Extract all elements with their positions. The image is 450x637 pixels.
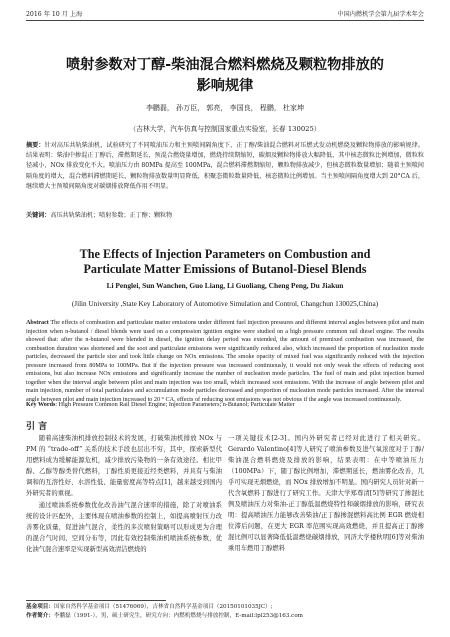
- chinese-keywords-label: 关键词：: [26, 212, 51, 219]
- english-affiliation: (Jilin University ,State Key Laboratory of Automotive Simulation and Control, Changchun 130025,China): [71, 300, 379, 308]
- footnote-author: [26, 612, 424, 621]
- body-paragraph: 一项关键技术[2-3]。国内外研究者已经对此进行了相关研究。Gerardo Valentino[4]等人研究了喷油参数及进气氧浓度对于丁醇/柴油混合燃料燃烧及排放的影响，结果表明：在中等喷油压力（100MPa）下，随丁醇比例增加，滞燃期延长，燃油雾化改善，几乎可实现无烟燃烧，而 NOx 排放增加不明显。国内研究人员针对新一代含氧燃料丁醇进行了研究工作。天津大学郑尊清[5]等研究了掺混比例及喷油压力对柴油-正丁醇低温燃烧特性和碳烟排放的影响，研究表明：提高喷油压力能够改善柴油/正丁醇掺混燃料高比例 EGR 燃烧相位滞后问题，在更大 EGR 率范围实现高效燃烧，并且提高正丁醇掺混比例可以显著降低低温燃烧碳烟排放，同济大学楼秋明[6]等对柴油乘用车燃用丁醇燃料: [228, 435, 424, 552]
- chinese-keywords-text: 高压共轨柴油机；喷射参数；正丁醇；颗粒物: [50, 212, 173, 219]
- running-header: [26, 6, 424, 21]
- body-column-right: [228, 434, 424, 554]
- chinese-title-line1: 喷射参数对丁醇-柴油混合燃料燃烧及颗粒物排放的: [65, 57, 384, 73]
- english-abstract-text: The effects of combustion and particulate matter emissions under different fuel injection pressures and different interval angles between pilot and main injection when n-butanol / diesel blends were used on a compression ignition engine were studied on a high pressure common rail diesel engine. The results showed that: after the n-butanol were blended in diesel, the ignition delay period was extended, the amount of premixed combustion was increased, the combustion duration was shortened and the soot and particulate emissions were significantly reduced also, which increased the proportion of nucleation mode particles, decreased the particle size and took little change on NOx emissions. The smoke opacity of mixed fuel was significantly reduced with the injection pressure increased from 80MPa to 100MPa. But if the injection pressure was increased continuously, it would not only weak the effects of reducing soot emissions, but also increase NOx emissions and significantly increase the number of nucleation mode particles. The fuel of main and pilot injection burned together when the interval angle between pilot and main injection was too small, which increased soot emissions. With the increase of angle between pilot and main injection, number of total particulates and accumulation mode particles decreased and proportion of nucleation mode particles increased. After the interval angle between pilot and main injection increased to 20 ° CA, effects of reducing soot emissions was not obvious if the angle was increased continuously.: [26, 320, 424, 403]
- footnote-fund-text: 国家自然科学基金项目（51476069），吉林省自然科学基金项目（20150101035JC）;: [53, 604, 273, 610]
- body-column-left: [26, 434, 222, 555]
- english-authors: Li Penglei, Sun Wanchen, Guo Liang, Li Guoliang, Cheng Peng, Du Jiakun: [106, 281, 344, 290]
- footnote-fund: [26, 603, 424, 612]
- chinese-affiliation: （吉林大学，汽车仿真与控制国家重点实验室，长春 130025）: [129, 125, 321, 133]
- english-abstract: [26, 319, 424, 404]
- header-conference: 中国内燃机学会第九届学术年会: [337, 11, 424, 18]
- english-title-line1: The Effects of Injection Parameters on Combustion and: [79, 247, 371, 261]
- english-title: [20, 247, 430, 277]
- english-keywords-label: Key Words: [26, 402, 56, 408]
- body-paragraph: 随着高速柴油机排放控制技术的发展，打破柴油机排放 NOx 与 PM 的 “trade-off” 关系的技术手段也层出不穷，其中，探索新型代用燃料成为缓解能源危机，减少排放污染物的一条有效途径。相比甲醇、乙醇等醇类替代燃料，丁醇性质更接近经类燃料，并具有与柴油调和的互溶性好、水溶性低、能量密度高等特点[1]，越来越受到国内外研究者的重视。: [26, 435, 222, 497]
- section-heading-introduction: 引 言: [26, 422, 48, 432]
- chinese-title-line2: 影响规律: [196, 78, 254, 94]
- chinese-abstract-label: 摘要：: [26, 142, 45, 149]
- body-paragraph: 通过喷油系统参数优化改善油气混合速率的措施，除了对喷油系统的设计匹配外，主要体现在喷油参数的控制上，如提高喷射压力改善雾化质量，促进油气混合，柔性的多次喷射策略可以形成更为合理的混合气时间、空间分布等，因此有效控制柴油机喷油系统参数，优化油气混合速率是实现新型高效清洁燃烧的: [26, 501, 222, 553]
- footnote-fund-label: 基金项目：: [26, 604, 54, 610]
- chinese-abstract: [26, 141, 424, 192]
- header-date-location: 2016 年 10 月 上海: [26, 11, 83, 18]
- chinese-keywords: [26, 211, 424, 221]
- chinese-abstract-text: 针对高压共轨柴油机，试验研究了不同喷油压力和主预喷间隔角度下，正丁醇/柴油混合燃料对压燃式发动机燃烧及颗粒物排放的影响规律。结果表明：柴油中掺混正丁醇后，滞燃期延长，预混合燃烧量增加，燃烧持续期缩短，碳烟及颗粒物排放大幅降低，其中核态微粒比例增加，微粒粒径减小，NOx 排放变化不大。喷油压力由 80MPa 提高至 100MPa，混合燃料滞燃期缩短，颗粒物排放减少，但核态微粒数量增加；随着主预喷间隔角度的增大，混合燃料滞燃期延长，颗粒物排放数量明显降低，积聚态微粒数量降低，核态微粒比例增加。当主预喷间隔角度增大到 20°CA 后，继续增大主预喷间隔角度对碳烟排放降低作用不明显。: [26, 142, 424, 190]
- footnote-author-text: 李鹏磊（1991-），男，硕士研究生，研究方向：内燃机燃烧与排放控制，E-mail:lpl253@163.com: [53, 613, 303, 619]
- footnote: [26, 603, 424, 621]
- chinese-title: [20, 55, 430, 97]
- english-abstract-label: Abstract: [26, 320, 49, 326]
- english-title-line2: Particulate Matter Emissions of Butanol-Diesel Blends: [83, 262, 367, 276]
- footnote-author-label: 作者简介：: [26, 613, 54, 619]
- footnote-divider: [26, 600, 166, 601]
- english-keywords-text: : High Pressure Common Rail Diesel Engine; Injection Parameters; n-Butanol; Particulate Matter: [55, 402, 295, 408]
- chinese-authors: 李鹏磊， 孙万臣， 郭亮， 李国良， 程鹏， 杜家坤: [145, 104, 305, 112]
- english-keywords: [26, 401, 424, 410]
